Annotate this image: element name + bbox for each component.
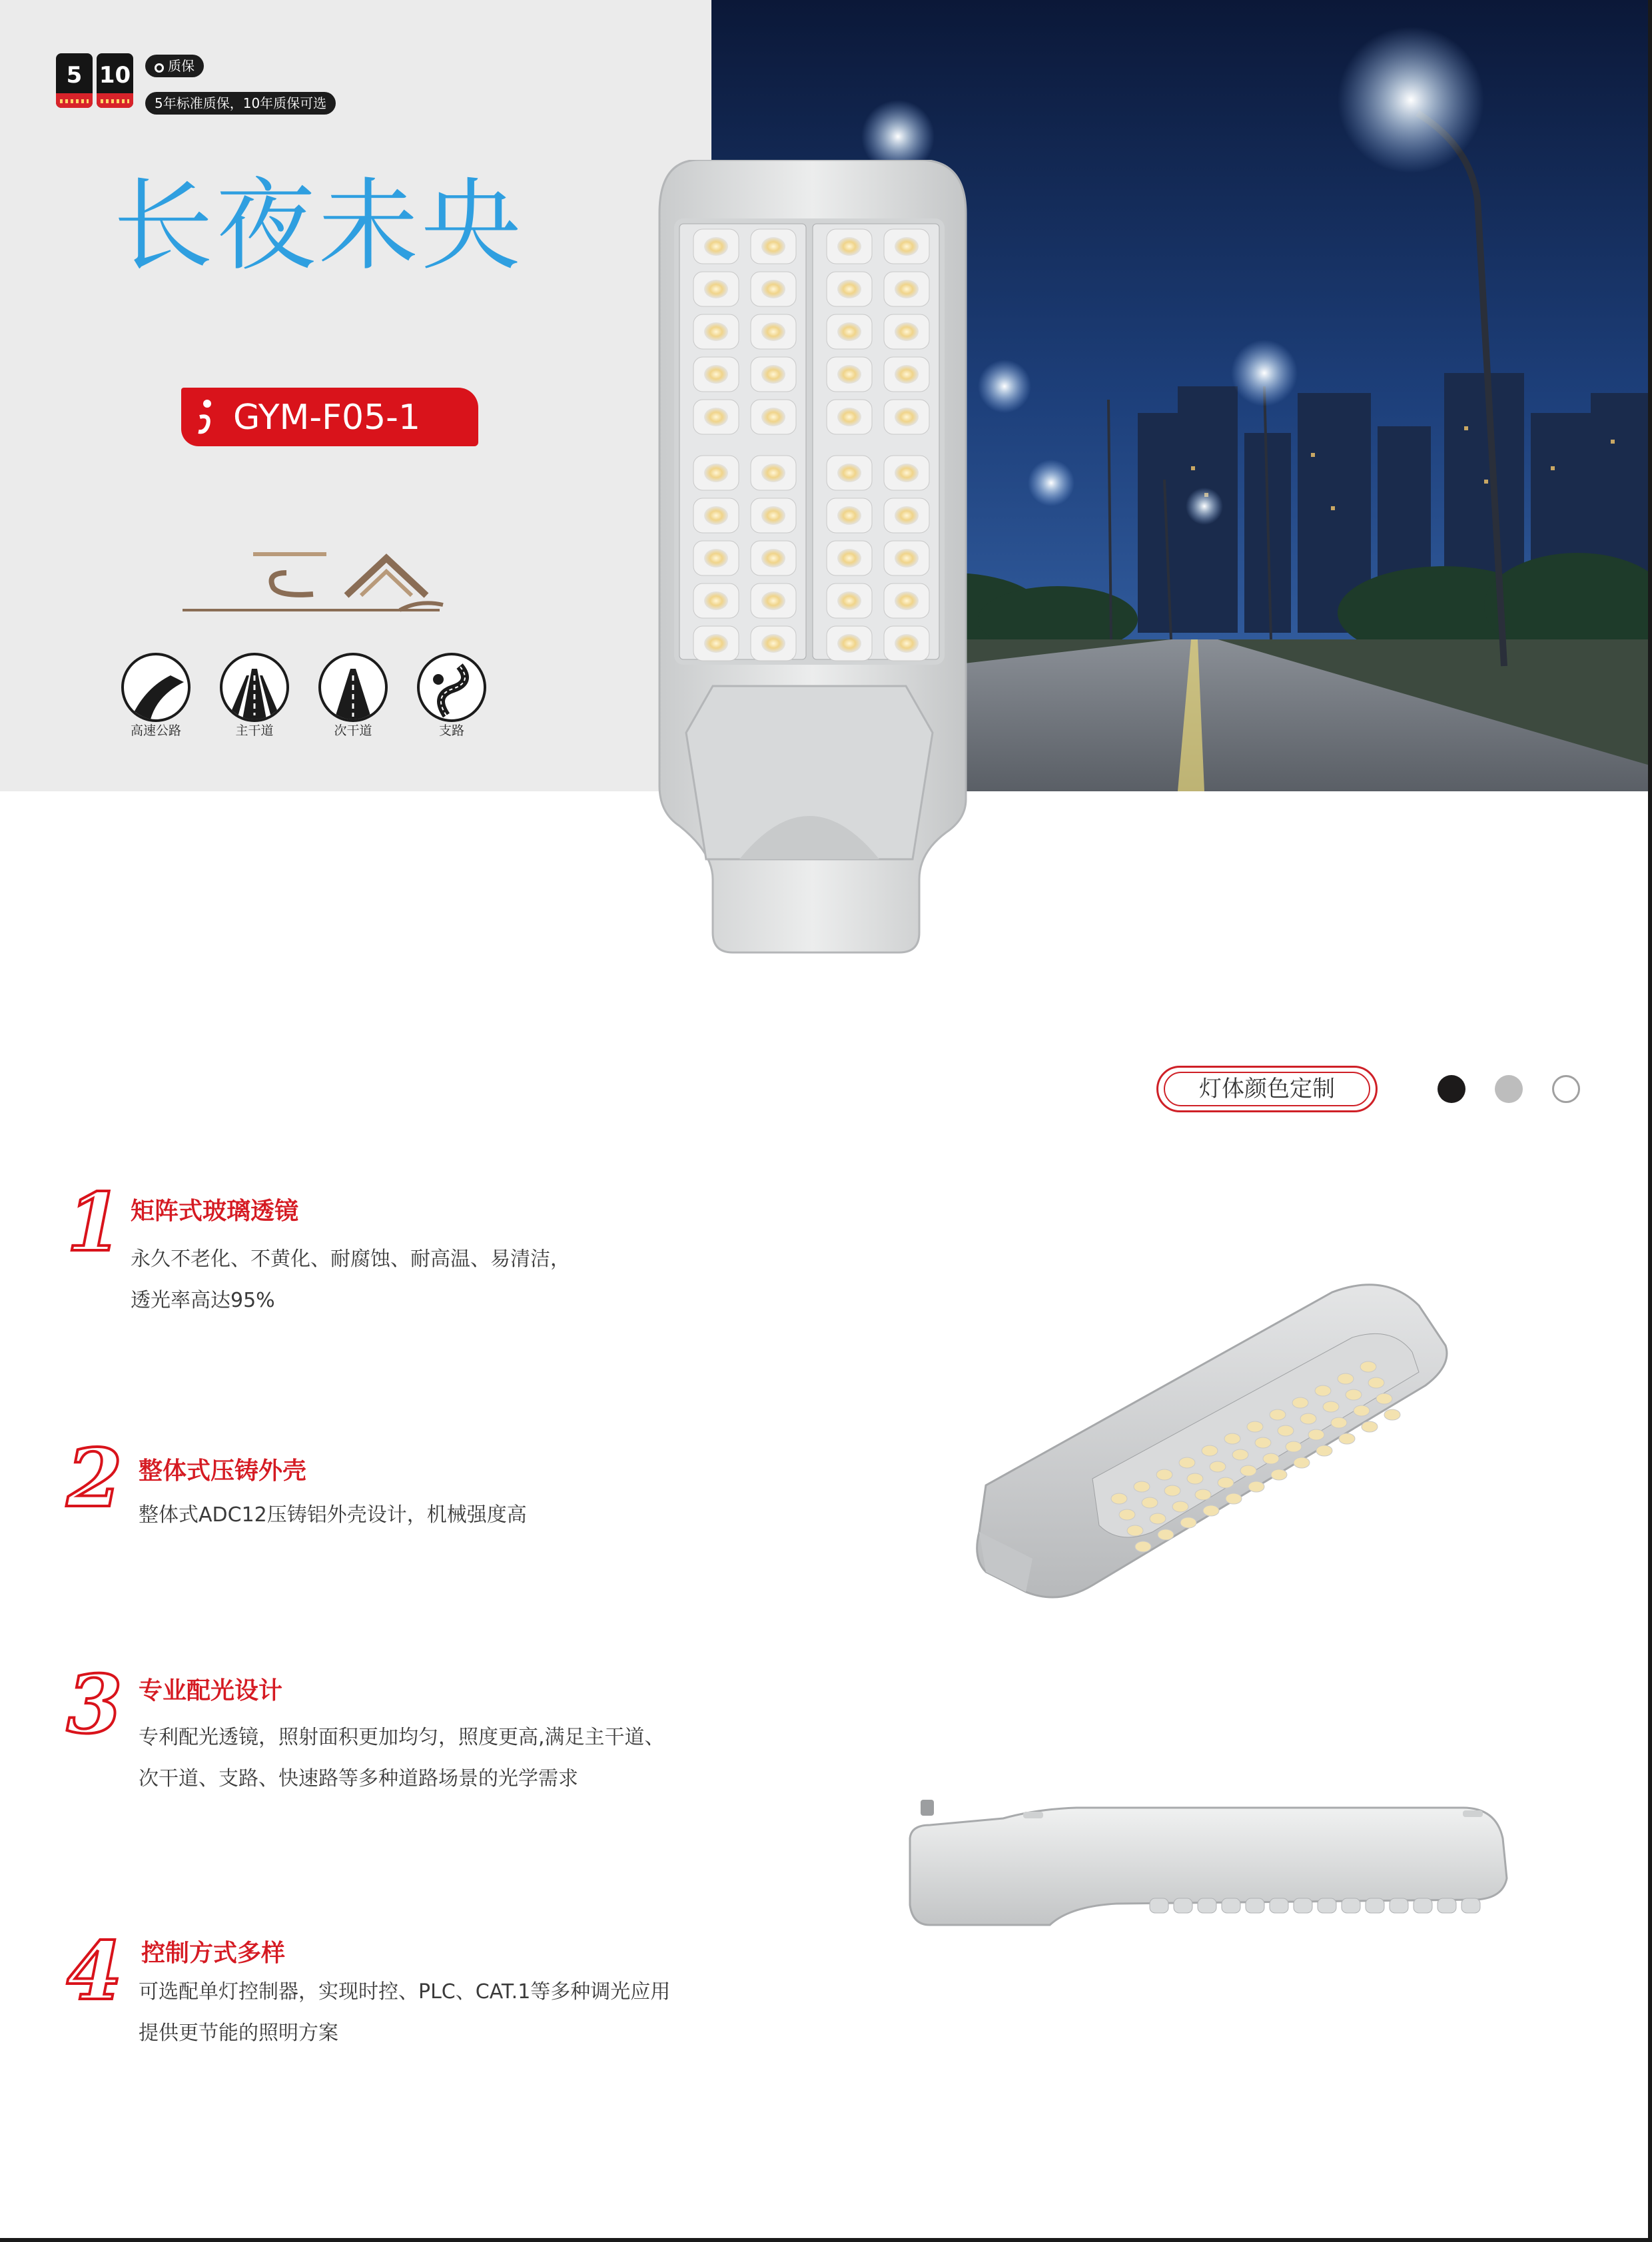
decorative-logo [180,546,460,619]
feature-number-4: 4 [67,1924,123,2018]
branch-road-icon [417,653,486,722]
color-swatch-white[interactable] [1552,1075,1580,1103]
feature-desc-line: 次干道、支路、快速路等多种道路场景的光学需求 [139,1767,578,1790]
scenario-label: 主干道 [235,723,274,738]
feature-desc-line: 透光率高达95% [131,1289,275,1312]
warranty-tag-text: 质保 [168,58,195,74]
feature-desc-line: 整体式ADC12压铸铝外壳设计，机械强度高 [139,1503,527,1527]
ring-icon [155,63,164,73]
scenario-label: 次干道 [334,723,372,738]
street-lamp-side-view [903,1798,1516,1958]
feature-title-2: 整体式压铸外壳 [139,1457,307,1485]
feature-title-3: 专业配光设计 [139,1677,283,1704]
street-lamp-front-view [639,160,979,959]
feature-desc-line: 提供更节能的照明方案 [139,2022,338,2045]
secondary-road-icon [318,653,388,722]
model-number: GYM-F05-1 [233,398,421,438]
feature-desc-line: 专利配光透镜，照射面积更加均匀，照度更高,满足主干道、 [139,1726,665,1749]
main-road-icon [220,653,289,722]
warranty-badge-5: 5 [56,53,93,108]
scenario-label: 支路 [438,723,464,738]
feature-number-1: 1 [67,1176,123,1270]
color-swatch-black[interactable] [1438,1075,1465,1103]
scenario-label: 高速公路 [130,723,181,738]
feature-number-2: 2 [67,1431,123,1525]
color-swatch-grey[interactable] [1495,1075,1523,1103]
street-lamp-angled-view [959,1279,1465,1612]
feature-desc-4 [139,1972,670,2054]
feature-desc-line: 永久不老化、不黄化、耐腐蚀、耐高温、易清洁， [131,1248,570,1271]
warranty-note: 5年标准质保，10年质保可选 [145,92,336,115]
warranty-badge-10: 10 [97,53,133,108]
brush-mark-icon [197,397,217,437]
feature-title-1: 矩阵式玻璃透镜 [131,1198,299,1225]
feature-desc-3 [139,1717,665,1800]
feature-desc-1 [131,1239,570,1321]
feature-title-4: 控制方式多样 [141,1940,286,1967]
feature-number-3: 3 [67,1658,123,1752]
warranty-tag [145,55,204,77]
color-custom-label: 灯体颜色定制 [1199,1076,1335,1102]
highway-icon [121,653,191,722]
feature-desc-line: 可选配单灯控制器，实现时控、PLC、CAT.1等多种调光应用 [139,1980,671,2004]
main-title: 长夜未央 [113,169,524,284]
feature-desc-2 [139,1495,527,1536]
page-frame-right [1648,0,1652,2242]
page-frame-bottom [0,2238,1652,2242]
